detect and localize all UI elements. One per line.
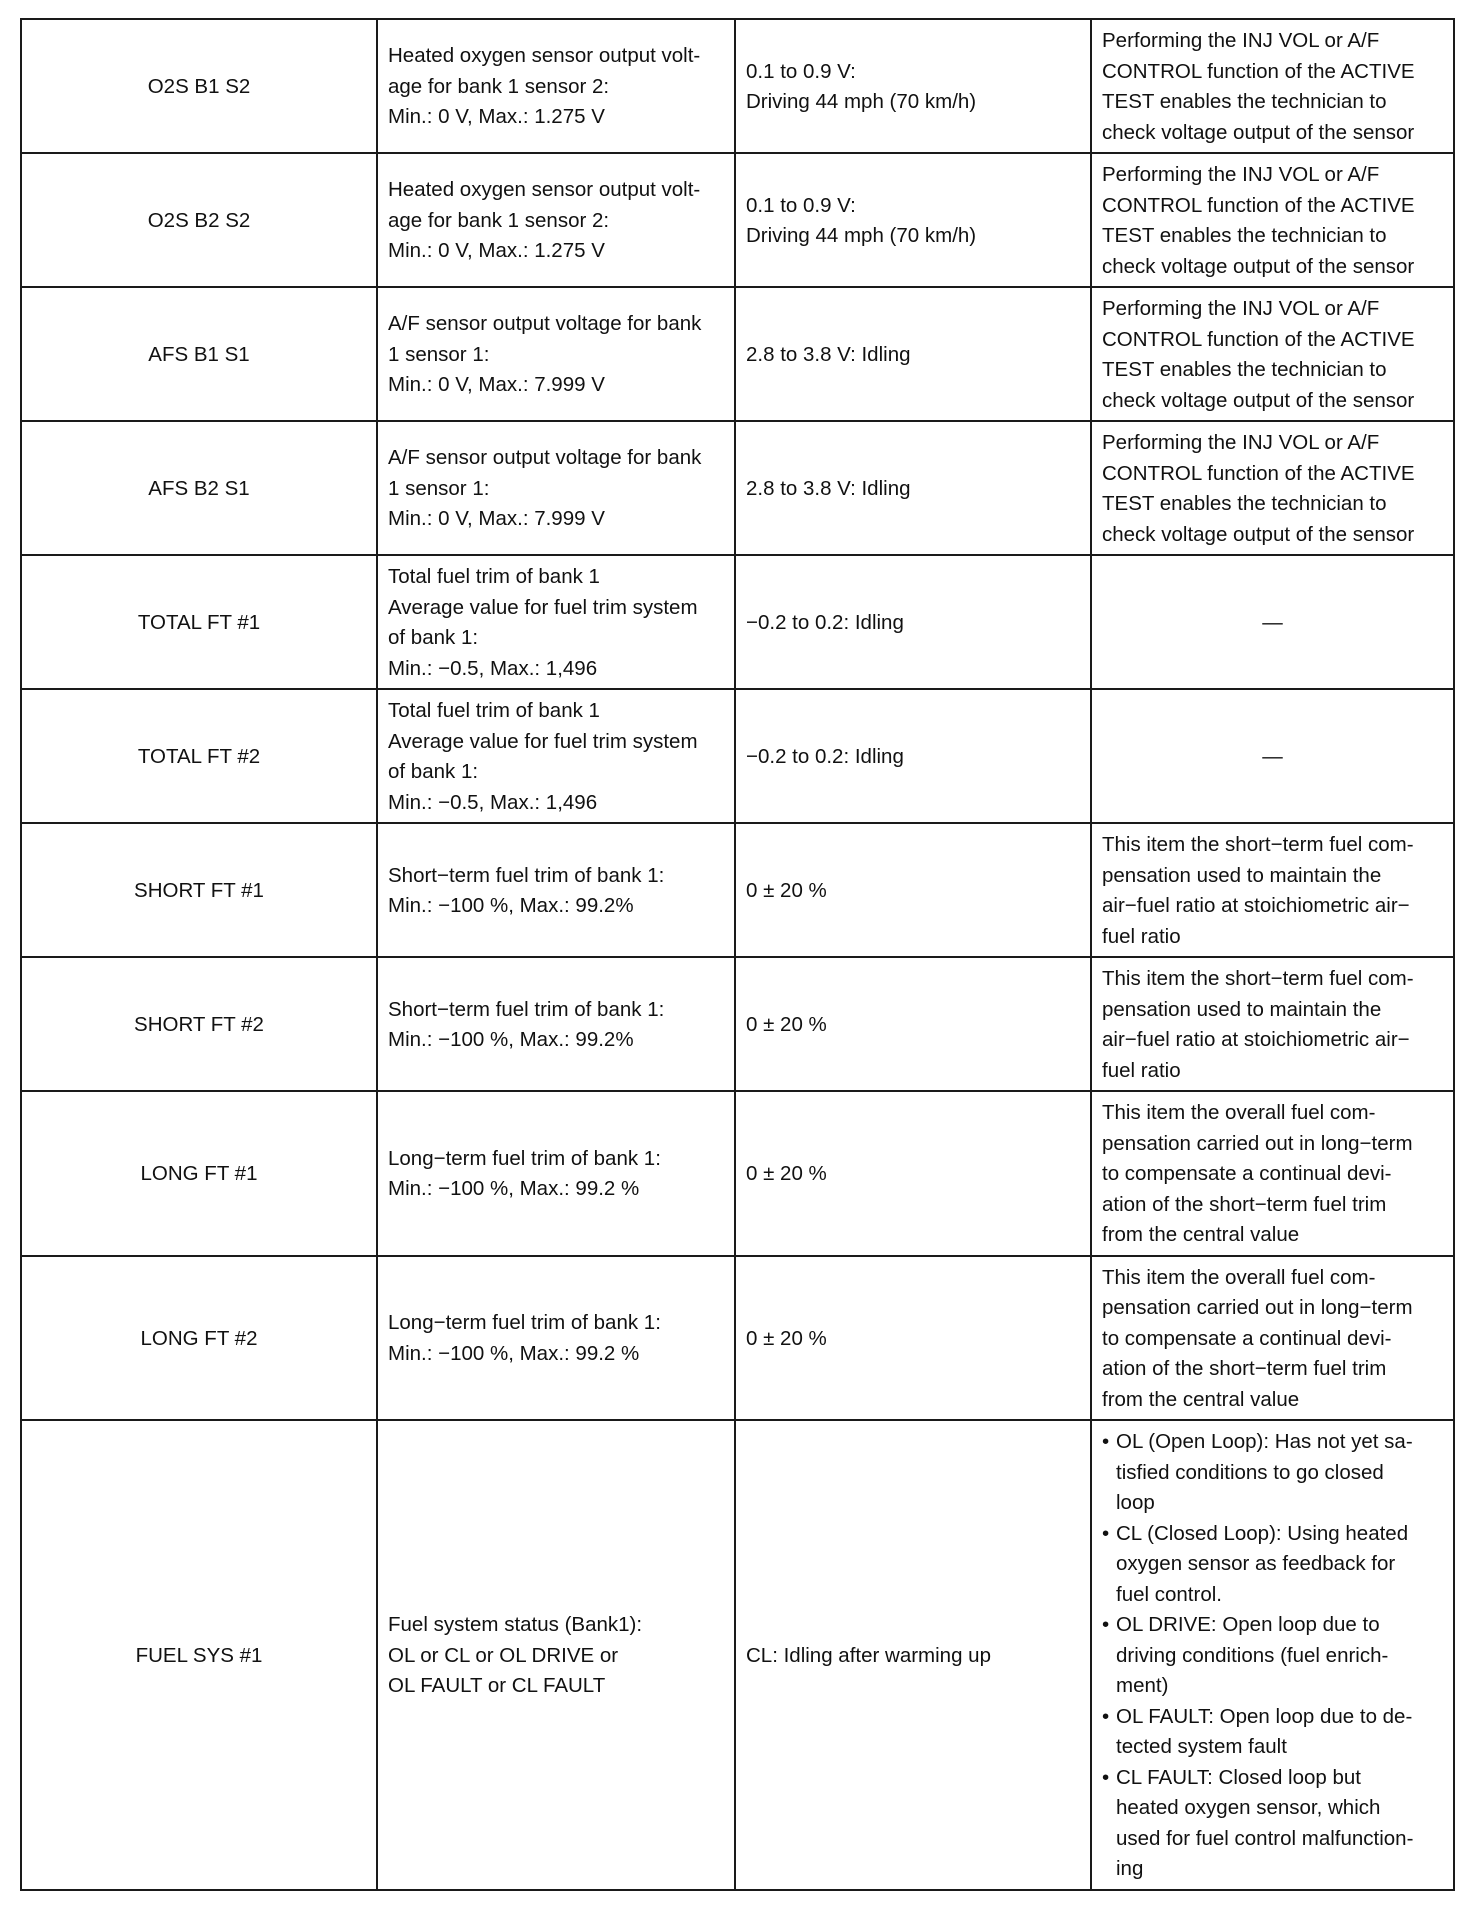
item-name-cell: FUEL SYS #1: [21, 1420, 377, 1890]
measurement-line: Min.: 0 V, Max.: 7.999 V: [388, 373, 605, 397]
status-bullet-item: [1102, 1702, 1443, 1763]
measurement-line: Heated oxygen sensor output volt-: [388, 44, 701, 68]
measurement-line: Short−term fuel trim of bank 1:: [388, 997, 665, 1021]
diagnostic-line: ation of the short−term fuel trim: [1102, 1192, 1387, 1216]
measurement-line: Total fuel trim of bank 1: [388, 565, 600, 588]
normal-condition-line: CL: Idling after warming up: [746, 1643, 991, 1667]
diagnostic-note-cell: [1091, 1091, 1454, 1256]
table-row-long-ft-2: [21, 1256, 1454, 1421]
measurement-line: Min.: −100 %, Max.: 99.2%: [388, 1028, 634, 1051]
measurement-line: Long−term fuel trim of bank 1:: [388, 1146, 661, 1170]
diagnostic-line: check voltage output of the sensor: [1102, 522, 1415, 546]
normal-condition-cell: [735, 153, 1091, 287]
item-name-cell: O2S B2 S2: [21, 153, 377, 287]
diagnostic-line: TEST enables the technician to: [1102, 358, 1387, 381]
item-name-cell: O2S B1 S2: [21, 19, 377, 153]
status-bullet-item: [1102, 1427, 1443, 1519]
measurement-range-cell: [377, 555, 735, 689]
bullet-line: loop: [1116, 1491, 1155, 1514]
diagnostic-line: pensation carried out in long−term: [1102, 1296, 1413, 1319]
measurement-line: Min.: −0.5, Max.: 1,496: [388, 790, 598, 814]
table-row-short-ft-1: [21, 823, 1454, 957]
data-list-body: [21, 19, 1454, 1890]
table-row-total-ft-2: [21, 689, 1454, 823]
diagnostic-line: Performing the INJ VOL or A/F: [1102, 163, 1380, 186]
item-name-cell: LONG FT #2: [21, 1256, 377, 1421]
diagnostic-line: Performing the INJ VOL or A/F: [1102, 431, 1380, 454]
diagnostic-line: This item the overall fuel com-: [1102, 1265, 1376, 1289]
normal-condition-cell: [735, 957, 1091, 1091]
diagnostic-line: This item the overall fuel com-: [1102, 1101, 1376, 1124]
diagnostic-line: air−fuel ratio at stoichiometric air−: [1102, 894, 1410, 917]
diagnostic-line: This item the short−term fuel com-: [1102, 967, 1414, 990]
table-row-long-ft-1: [21, 1091, 1454, 1256]
normal-condition-cell: [735, 1091, 1091, 1256]
normal-condition-line: 0.1 to 0.9 V:: [746, 59, 856, 83]
empty-dash: —: [1262, 744, 1283, 768]
measurement-range-cell: [377, 1256, 735, 1421]
normal-condition-line: 0.1 to 0.9 V:: [746, 193, 856, 217]
diagnostic-line: TEST enables the technician to: [1102, 224, 1387, 247]
normal-condition-line: 0 ± 20 %: [746, 1326, 827, 1350]
measurement-line: Average value for fuel trim system: [388, 729, 698, 753]
status-bullet-item: [1102, 1519, 1443, 1611]
diagnostic-line: fuel ratio: [1102, 1058, 1181, 1082]
diagnostic-line: CONTROL function of the ACTIVE: [1102, 327, 1415, 351]
diagnostic-note-cell: [1091, 689, 1454, 823]
bullet-line: ing: [1116, 1857, 1144, 1880]
bullet-line: • OL DRIVE: Open loop due to: [1116, 1613, 1380, 1636]
diagnostic-line: from the central value: [1102, 1223, 1300, 1246]
diagnostic-line: check voltage output of the sensor: [1102, 120, 1415, 144]
diagnostic-line: This item the short−term fuel com-: [1102, 833, 1414, 856]
diagnostic-line: CONTROL function of the ACTIVE: [1102, 59, 1415, 83]
measurement-range-cell: [377, 287, 735, 421]
measurement-range-cell: [377, 1420, 735, 1890]
measurement-line: Min.: 0 V, Max.: 1.275 V: [388, 105, 605, 129]
diagnostic-line: Performing the INJ VOL or A/F: [1102, 29, 1380, 52]
table-row-fuel-sys-1: [21, 1420, 1454, 1890]
normal-condition-line: −0.2 to 0.2: Idling: [746, 610, 904, 634]
diagnostic-line: to compensate a continual devi-: [1102, 1326, 1392, 1350]
item-name-cell: SHORT FT #2: [21, 957, 377, 1091]
diagnostic-note-cell: [1091, 1420, 1454, 1890]
normal-condition-cell: [735, 421, 1091, 555]
diagnostic-line: to compensate a continual devi-: [1102, 1162, 1392, 1185]
measurement-range-cell: [377, 823, 735, 957]
item-name-cell: SHORT FT #1: [21, 823, 377, 957]
bullet-line: oxygen sensor as feedback for: [1116, 1552, 1396, 1575]
diagnostic-line: check voltage output of the sensor: [1102, 388, 1415, 412]
measurement-range-cell: [377, 421, 735, 555]
measurement-line: Min.: 0 V, Max.: 1.275 V: [388, 239, 605, 263]
measurement-line: A/F sensor output voltage for bank: [388, 446, 702, 470]
measurement-range-cell: [377, 153, 735, 287]
normal-condition-cell: [735, 689, 1091, 823]
table-row-afs-b2-s1: [21, 421, 1454, 555]
table-row-o2s-b2-s2: [21, 153, 1454, 287]
diagnostic-line: pensation carried out in long−term: [1102, 1131, 1413, 1155]
measurement-line: Fuel system status (Bank1):: [388, 1613, 643, 1636]
bullet-line: driving conditions (fuel enrich-: [1116, 1643, 1389, 1667]
normal-condition-line: Driving 44 mph (70 km/h): [746, 224, 977, 247]
measurement-line: Min.: −100 %, Max.: 99.2 %: [388, 1341, 640, 1365]
diagnostic-note-cell: [1091, 421, 1454, 555]
measurement-line: Min.: −100 %, Max.: 99.2%: [388, 894, 634, 917]
status-bullet-list: [1102, 1427, 1443, 1885]
item-name-cell: TOTAL FT #2: [21, 689, 377, 823]
measurement-line: 1 sensor 1:: [388, 342, 490, 366]
diagnostic-line: pensation used to maintain the: [1102, 997, 1382, 1021]
diagnostic-note-cell: [1091, 1256, 1454, 1421]
item-name-cell: TOTAL FT #1: [21, 555, 377, 689]
normal-condition-line: 2.8 to 3.8 V: Idling: [746, 476, 911, 500]
measurement-range-cell: [377, 957, 735, 1091]
bullet-line: • CL (Closed Loop): Using heated: [1116, 1521, 1409, 1545]
table-row-total-ft-1: [21, 555, 1454, 689]
normal-condition-line: 0 ± 20 %: [746, 1012, 827, 1036]
measurement-line: age for bank 1 sensor 2:: [388, 74, 610, 98]
diagnostic-line: ation of the short−term fuel trim: [1102, 1357, 1387, 1380]
normal-condition-line: 0 ± 20 %: [746, 1162, 827, 1185]
bullet-line: tected system fault: [1116, 1735, 1287, 1758]
diagnostic-line: check voltage output of the sensor: [1102, 254, 1415, 278]
diagnostic-line: CONTROL function of the ACTIVE: [1102, 193, 1415, 217]
bullet-line: heated oxygen sensor, which: [1116, 1796, 1381, 1819]
measurement-line: Long−term fuel trim of bank 1:: [388, 1311, 661, 1335]
diagnostic-note-cell: [1091, 555, 1454, 689]
empty-dash: —: [1262, 610, 1283, 634]
measurement-line: Average value for fuel trim system: [388, 595, 698, 619]
diagnostic-line: air−fuel ratio at stoichiometric air−: [1102, 1028, 1410, 1051]
measurement-range-cell: [377, 689, 735, 823]
status-bullet-item: [1102, 1763, 1443, 1885]
item-name-cell: AFS B1 S1: [21, 287, 377, 421]
data-list-table: [20, 18, 1455, 1891]
measurement-line: Min.: 0 V, Max.: 7.999 V: [388, 507, 605, 531]
measurement-line: age for bank 1 sensor 2:: [388, 208, 610, 232]
diagnostic-note-cell: [1091, 153, 1454, 287]
measurement-range-cell: [377, 1091, 735, 1256]
measurement-line: OL FAULT or CL FAULT: [388, 1674, 606, 1697]
normal-condition-cell: [735, 823, 1091, 957]
bullet-line: used for fuel control malfunction-: [1116, 1826, 1414, 1850]
item-name-cell: LONG FT #1: [21, 1091, 377, 1256]
normal-condition-cell: [735, 555, 1091, 689]
bullet-line: tisfied conditions to go closed: [1116, 1460, 1384, 1484]
diagnostic-note-cell: [1091, 19, 1454, 153]
measurement-line: of bank 1:: [388, 626, 479, 649]
normal-condition-line: 0 ± 20 %: [746, 878, 827, 902]
table-row-o2s-b1-s2: [21, 19, 1454, 153]
normal-condition-cell: [735, 19, 1091, 153]
diagnostic-line: pensation used to maintain the: [1102, 863, 1382, 887]
diagnostic-note-cell: [1091, 287, 1454, 421]
table-row-afs-b1-s1: [21, 287, 1454, 421]
item-name-cell: AFS B2 S1: [21, 421, 377, 555]
normal-condition-line: 2.8 to 3.8 V: Idling: [746, 342, 911, 366]
bullet-line: • OL FAULT: Open loop due to de-: [1116, 1704, 1413, 1728]
bullet-line: • OL (Open Loop): Has not yet sa-: [1116, 1430, 1413, 1453]
normal-condition-cell: [735, 287, 1091, 421]
measurement-line: Heated oxygen sensor output volt-: [388, 178, 701, 202]
measurement-range-cell: [377, 19, 735, 153]
bullet-line: fuel control.: [1116, 1582, 1222, 1606]
normal-condition-line: −0.2 to 0.2: Idling: [746, 744, 904, 768]
diagnostic-line: fuel ratio: [1102, 924, 1181, 948]
normal-condition-line: Driving 44 mph (70 km/h): [746, 90, 977, 113]
measurement-line: 1 sensor 1:: [388, 476, 490, 500]
diagnostic-line: TEST enables the technician to: [1102, 492, 1387, 515]
diagnostic-note-cell: [1091, 957, 1454, 1091]
diagnostic-line: TEST enables the technician to: [1102, 90, 1387, 113]
diagnostic-line: CONTROL function of the ACTIVE: [1102, 461, 1415, 485]
measurement-line: OL or CL or OL DRIVE or: [388, 1643, 619, 1667]
measurement-line: A/F sensor output voltage for bank: [388, 312, 702, 336]
measurement-line: Min.: −0.5, Max.: 1,496: [388, 656, 598, 680]
bullet-line: ment): [1116, 1674, 1169, 1697]
measurement-line: Min.: −100 %, Max.: 99.2 %: [388, 1177, 640, 1201]
normal-condition-cell: [735, 1420, 1091, 1890]
diagnostic-line: Performing the INJ VOL or A/F: [1102, 297, 1380, 320]
normal-condition-cell: [735, 1256, 1091, 1421]
measurement-line: Total fuel trim of bank 1: [388, 699, 600, 722]
table-row-short-ft-2: [21, 957, 1454, 1091]
diagnostic-note-cell: [1091, 823, 1454, 957]
diagnostic-line: from the central value: [1102, 1387, 1300, 1411]
measurement-line: of bank 1:: [388, 760, 479, 783]
bullet-line: • CL FAULT: Closed loop but: [1116, 1765, 1361, 1789]
measurement-line: Short−term fuel trim of bank 1:: [388, 863, 665, 887]
status-bullet-item: [1102, 1610, 1443, 1702]
